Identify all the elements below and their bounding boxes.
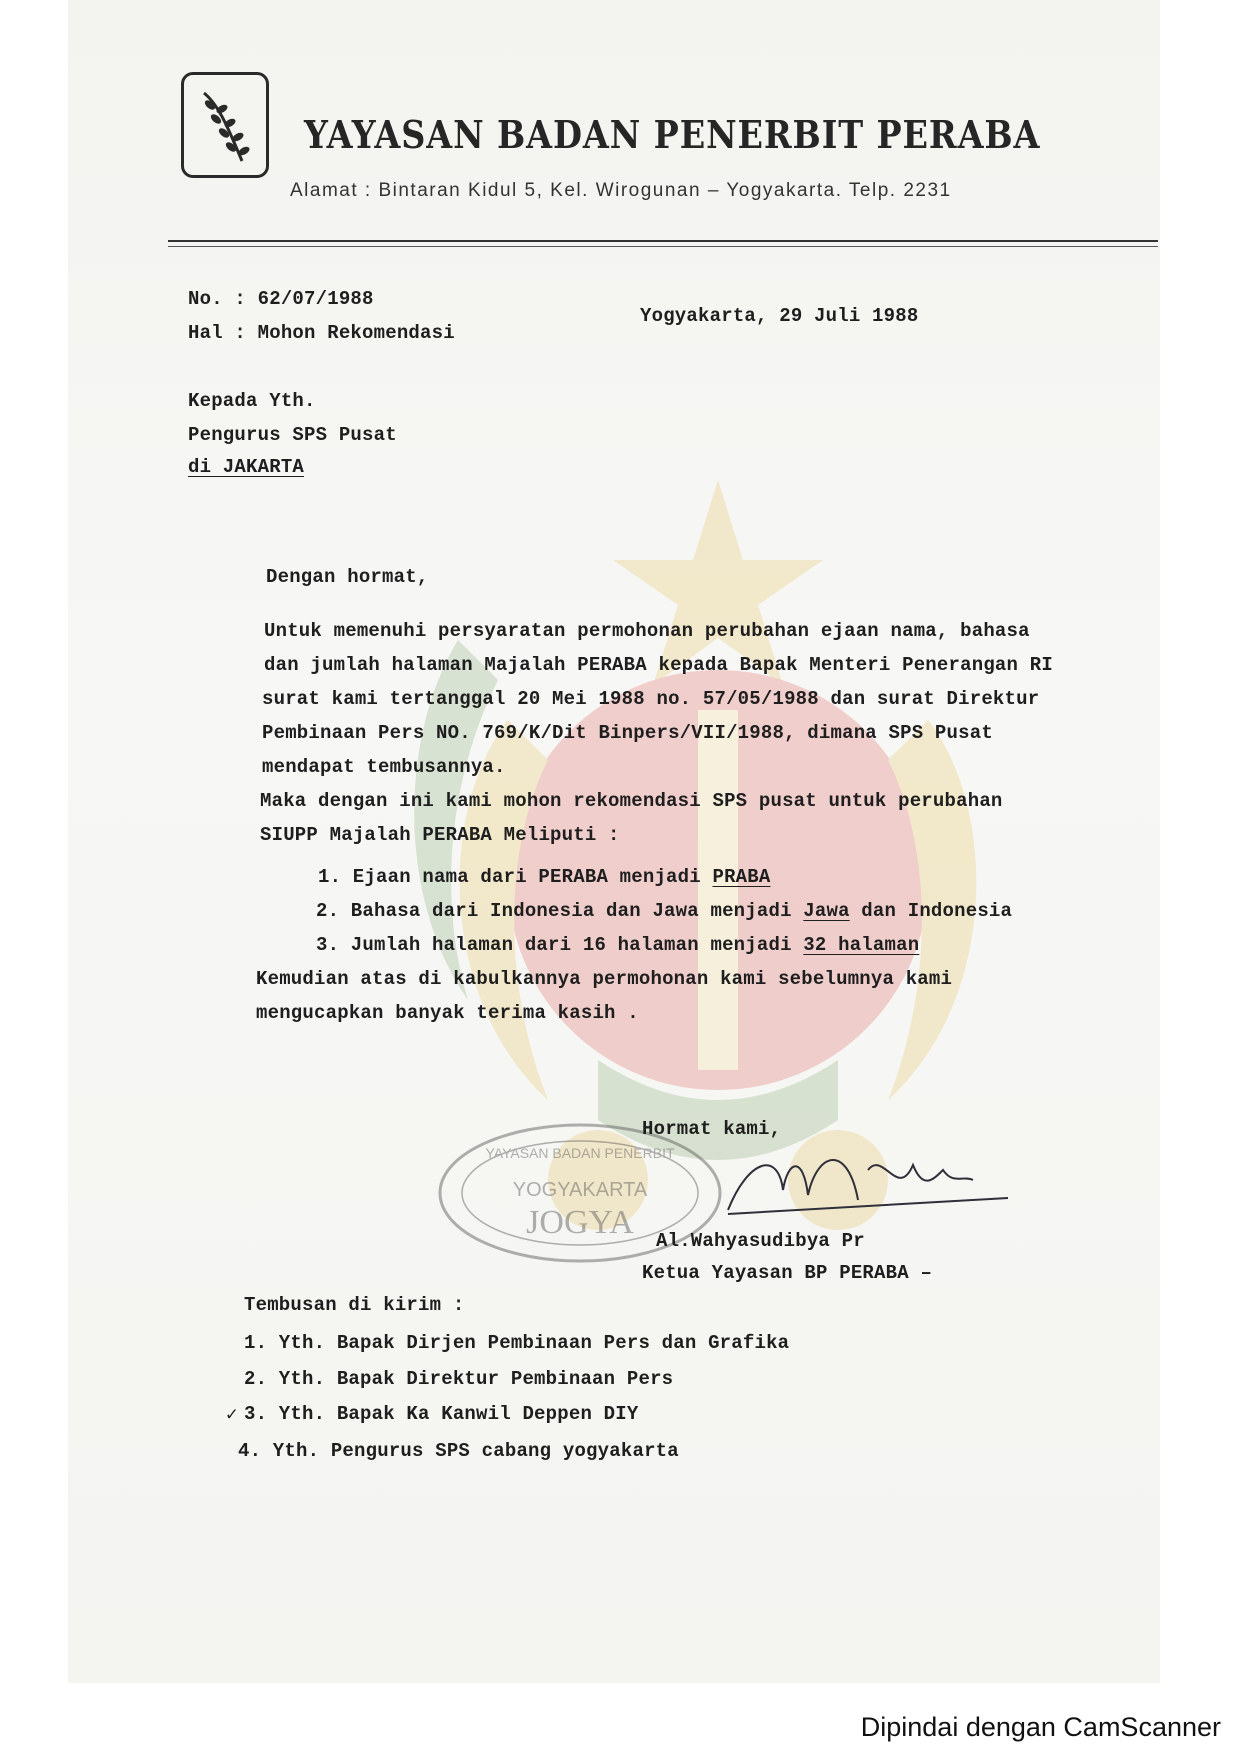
place-date: Yogyakarta, 29 Juli 1988	[640, 305, 919, 327]
organization-name: YAYASAN BADAN PENERBIT PERABA	[304, 112, 1041, 157]
copy-recipient: 4. Yth. Pengurus SPS cabang yogyakarta	[238, 1440, 679, 1462]
closing-line: Kemudian atas di kabulkannya permohonan kami sebelumnya kami	[256, 968, 953, 990]
paragraph-line: Maka dengan ini kami mohon rekomendasi SPS pusat untuk perubahan	[260, 790, 1003, 812]
change-item-value: 32 halaman	[803, 934, 920, 956]
recipient-name: Pengurus SPS Pusat	[188, 424, 397, 446]
recipient-city: di JAKARTA	[188, 456, 305, 478]
copies-heading: Tembusan di kirim :	[244, 1294, 465, 1316]
scanner-footer: Dipindai dengan CamScanner	[860, 1712, 1221, 1742]
stamp-text-middle: YOGYAKARTA	[512, 1179, 648, 1201]
greeting: Dengan hormat,	[266, 566, 429, 588]
copy-recipient: 3. Yth. Bapak Ka Kanwil Deppen DIY	[244, 1403, 639, 1425]
closing-salutation: Hormat kami,	[642, 1118, 782, 1140]
stamp-text-bottom: JOGYA	[526, 1204, 634, 1241]
change-item-value: PRABA	[712, 866, 771, 888]
paragraph-line: Pembinaan Pers NO. 769/K/Dit Binpers/VII/1988, dimana SPS Pusat	[262, 722, 993, 744]
paragraph-line: dan jumlah halaman Majalah PERABA kepada Bapak Menteri Penerangan RI	[264, 654, 1053, 676]
copy-recipient: 1. Yth. Bapak Dirjen Pembinaan Pers dan Grafika	[244, 1332, 790, 1354]
change-item-value: Jawa	[803, 900, 850, 922]
letter-number: No. : 62/07/1988	[188, 288, 374, 310]
change-item: 3. Jumlah halaman dari 16 halaman menjadi 32 halaman	[316, 934, 920, 956]
paragraph-line: SIUPP Majalah PERABA Meliputi :	[260, 824, 620, 846]
paragraph-line: surat kami tertanggal 20 Mei 1988 no. 57/05/1988 dan surat Direktur	[262, 688, 1040, 710]
organization-address: Alamat : Bintaran Kidul 5, Kel. Wirogunan – Yogyakarta. Telp. 2231	[290, 180, 952, 201]
letterhead-divider-thin	[168, 246, 1158, 247]
letterhead-divider	[168, 240, 1158, 242]
recipient-salutation: Kepada Yth.	[188, 390, 316, 412]
closing-line: mengucapkan banyak terima kasih .	[256, 1002, 639, 1024]
stamp-text-top: YAYASAN BADAN PENERBIT	[485, 1145, 675, 1161]
foundation-logo	[181, 72, 269, 178]
rice-stalk-icon	[184, 75, 266, 175]
copy-recipient: 2. Yth. Bapak Direktur Pembinaan Pers	[244, 1368, 674, 1390]
change-item: 2. Bahasa dari Indonesia dan Jawa menjadi Jawa dan Indonesia	[316, 900, 1013, 922]
paragraph-line: Untuk memenuhi persyaratan permohonan perubahan ejaan nama, bahasa	[264, 620, 1030, 642]
paragraph-line: mendapat tembusannya.	[262, 756, 506, 778]
change-item: 1. Ejaan nama dari PERABA menjadi PRABA	[318, 866, 771, 888]
signatory-title: Ketua Yayasan BP PERABA –	[642, 1262, 933, 1284]
handwritten-signature	[708, 1140, 1018, 1220]
signatory-name: Al.Wahyasudibya Pr	[656, 1230, 865, 1252]
letter-subject: Hal : Mohon Rekomendasi	[188, 322, 455, 344]
letter-paper	[68, 0, 1160, 1683]
checkmark-icon: ✓	[226, 1404, 238, 1426]
